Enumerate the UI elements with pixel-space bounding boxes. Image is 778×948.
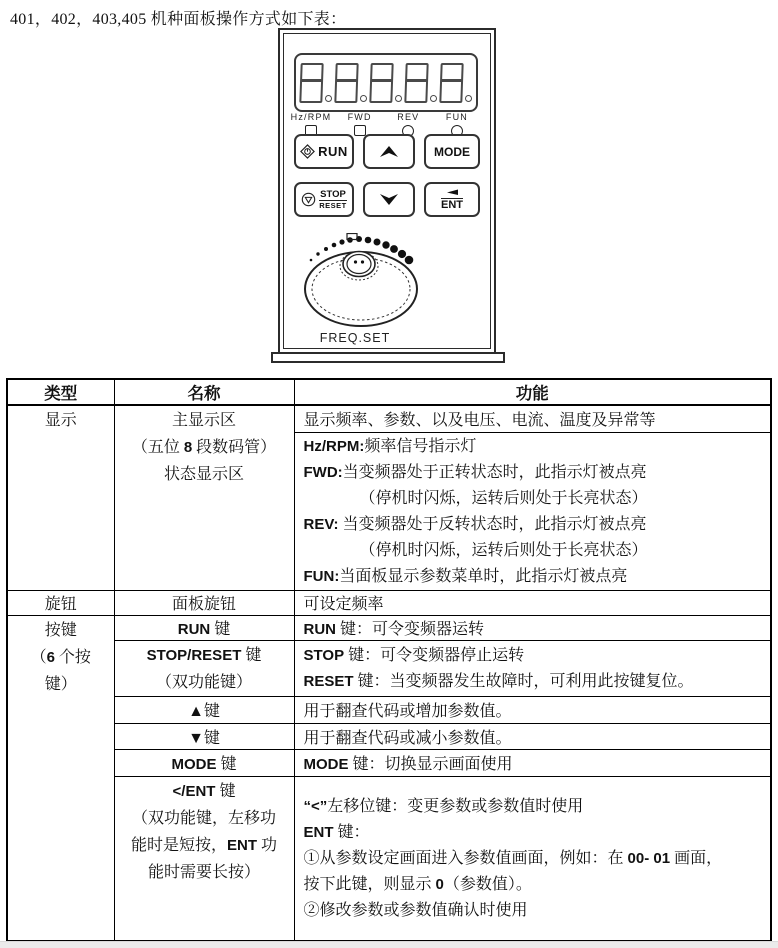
stop-reset-labels: [319, 190, 347, 210]
frequency-knob: [300, 233, 476, 345]
status-note: （停机时闪烁，运转后则处于长亮状态）: [359, 489, 648, 507]
cell-func-down-key: 用于翻查代码或减小参数值。: [294, 723, 771, 749]
decimal-point: [465, 95, 472, 102]
table-row: [7, 615, 771, 640]
left-shift-arrow-icon: [444, 189, 460, 196]
cell-func-display-main: 显示频率、参数、以及电压、电流、温度及异常等: [294, 405, 771, 432]
header-type: 类型: [7, 379, 114, 405]
name-line: 主显示区: [171, 412, 236, 429]
panel-base: [271, 352, 505, 363]
cell-func-up-key: 用于翻查代码或增加参数值。: [294, 696, 771, 723]
cell-name-down-key: ▼键: [114, 723, 294, 749]
display-digit: [405, 63, 437, 103]
run-button: [294, 134, 354, 169]
cell-name-knob: 面板旋钮: [114, 590, 294, 615]
name-line: 状态显示区: [163, 466, 244, 483]
ent-button: [424, 182, 480, 217]
display-digit: [300, 63, 332, 103]
cell-type-knob: 旋钮: [7, 590, 114, 615]
cell-func-display-status: [294, 432, 771, 590]
seven-segment-display: [294, 53, 478, 112]
decimal-point: [360, 95, 367, 102]
decimal-point: [325, 95, 332, 102]
run-button-label: RUN: [318, 144, 348, 159]
table-row: [7, 749, 771, 776]
panel-buttons: [294, 134, 480, 217]
cell-name-mode-key: MODE 键: [114, 749, 294, 776]
rev-label: REV: [397, 112, 420, 122]
knob-hub-outer: [343, 252, 375, 277]
table-header-row: [7, 379, 771, 405]
up-button: [363, 134, 415, 169]
name-line: （五位 8 段数码管）: [131, 439, 277, 456]
cell-func-mode-key: MODE 键：切换显示画面使用: [294, 749, 771, 776]
table-row: [7, 640, 771, 696]
ent-button-labels: [441, 189, 463, 211]
cell-func-ent-key: “<”左移位键：变更参数或参数值时使用 ENT 键： ①从参数设定画面进入参数值画面，例如：在 00- 01 画面， 按下此键，则显示 0（参数值）。 ②修改参数或参数值确认时使用: [294, 776, 771, 941]
decimal-point: [430, 95, 437, 102]
stop-reset-button: [294, 182, 354, 217]
down-button: [363, 182, 415, 217]
cell-name-run-key: RUN 键: [114, 615, 294, 640]
down-arrow-icon: [378, 192, 400, 207]
cell-type-display: 显示: [7, 405, 114, 590]
table-row: [7, 696, 771, 723]
cell-name-display: [114, 405, 294, 590]
display-digit: [440, 63, 472, 103]
fun-label: FUN: [445, 112, 469, 122]
table-row: [7, 590, 771, 615]
mode-button: [424, 134, 480, 169]
cell-func-knob: 可设定频率: [294, 590, 771, 615]
hz-rpm-label: Hz/RPM: [290, 112, 332, 122]
panel-function-table: [6, 378, 772, 942]
stop-label: STOP: [320, 188, 346, 200]
ent-label: ENT: [441, 198, 463, 211]
table-row: [7, 405, 771, 432]
status-note: （停机时闪烁，运转后则处于长亮状态）: [359, 541, 648, 559]
cell-func-run-key: RUN 键：可令变频器运转: [294, 615, 771, 640]
reset-label: RESET: [319, 201, 347, 210]
fwd-label: FWD: [347, 112, 372, 122]
status-line: FWD:当变频器处于正转状态时，此指示灯被点亮: [303, 463, 647, 481]
up-arrow-icon: [378, 144, 400, 159]
cell-name-up-key: ▲键: [114, 696, 294, 723]
header-func: 功能: [294, 379, 771, 405]
stop-icon: [301, 192, 316, 207]
run-icon: [300, 144, 315, 159]
status-line: Hz/RPM:频率信号指示灯: [303, 437, 477, 455]
header-name: 名称: [114, 379, 294, 405]
page-title: 401，402，403,405 机种面板操作方式如下表：: [10, 11, 347, 28]
cell-name-stop-key: STOP/RESET 键 （双功能键）: [114, 640, 294, 696]
knob-label: FREQ.SET: [319, 331, 391, 345]
decimal-point: [395, 95, 402, 102]
status-line: FUN:当面板显示参数菜单时，此指示灯被点亮: [303, 567, 628, 585]
table-row: [7, 776, 771, 941]
display-digit: [370, 63, 402, 103]
mode-button-label: MODE: [434, 144, 470, 159]
cell-func-stop-key: STOP 键：可令变频器停止运转 RESET 键：当变频器发生故障时，可利用此按键复位。: [294, 640, 771, 696]
cell-type-keys: 按键 （6 个按 键）: [7, 615, 114, 941]
cell-name-ent-key: </ENT 键 （双功能键，左移功 能时是短按，ENT 功 能时需要长按）: [114, 776, 294, 941]
status-line: REV: 当变频器处于反转状态时，此指示灯被点亮: [303, 515, 647, 533]
display-digit: [335, 63, 367, 103]
control-panel-diagram: [278, 28, 496, 354]
table-row: [7, 723, 771, 749]
